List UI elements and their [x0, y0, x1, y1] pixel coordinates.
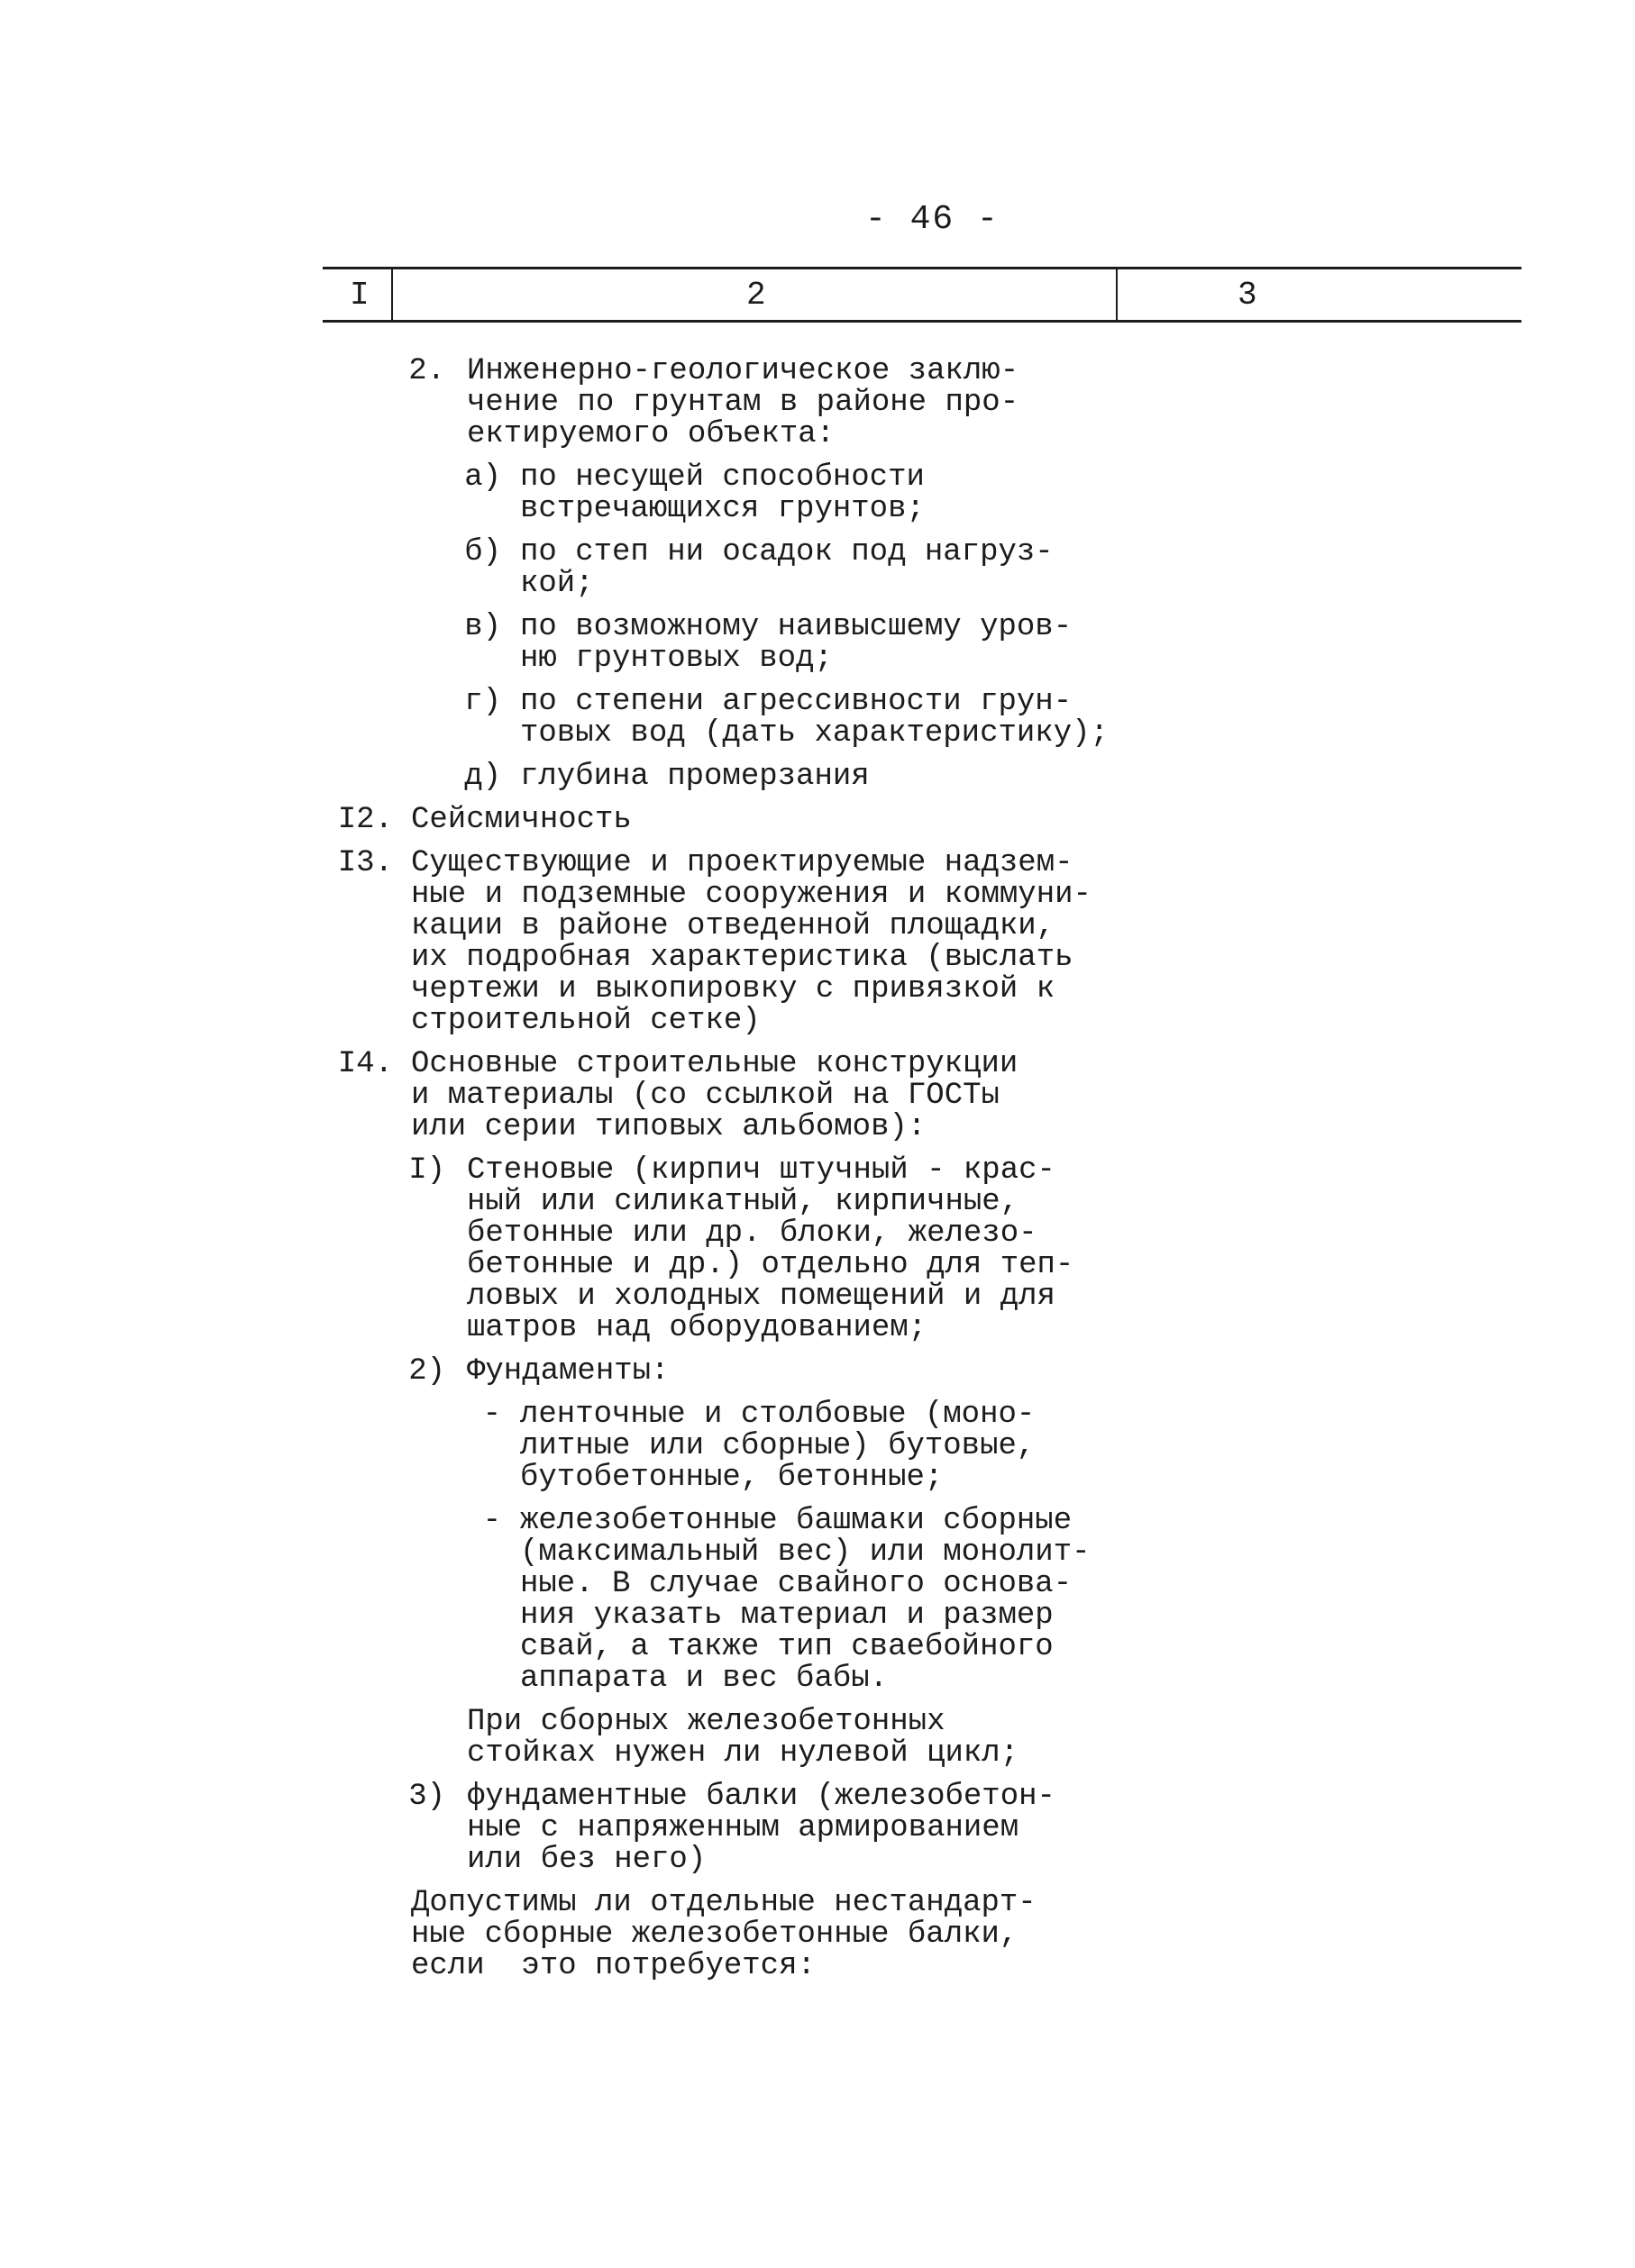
list-item	[0, 1888, 1635, 1982]
item-text: глубина промерзания	[520, 760, 870, 794]
table-header	[323, 267, 1521, 323]
item-number: -	[482, 1504, 501, 1538]
list-item	[0, 1356, 1635, 1388]
column-header-3: 3	[1238, 277, 1257, 314]
item-number: I3.	[337, 846, 393, 880]
column-header-1: I	[350, 277, 370, 314]
item-text: Инженерно-геологическое заклю- чение по грунтам в районе про- ектируемого объекта:	[467, 354, 1019, 451]
item-text: При сборных железобетонных стойках нужен ли нулевой цикл;	[467, 1705, 1019, 1771]
list-item	[0, 612, 1635, 675]
item-number: г)	[464, 685, 501, 719]
item-text: Стеновые (кирпич штучный - крас- ный или силикатный, кирпичные, бетонные или др. блоки, железо- бетонные и др.) отдельно для теп- ловых и холодных помещений и для шатров над оборудованием;	[467, 1153, 1074, 1345]
list-item	[0, 848, 1635, 1037]
item-number: б)	[464, 535, 501, 569]
item-number: -	[482, 1398, 501, 1432]
item-number: в)	[464, 610, 501, 644]
document-body	[0, 356, 1635, 1994]
column-header-2: 2	[746, 277, 766, 314]
list-item	[0, 805, 1635, 836]
item-number: а)	[464, 460, 501, 495]
list-item	[0, 1049, 1635, 1143]
list-item	[0, 462, 1635, 525]
item-text: Допустимы ли отдельные нестандарт- ные сборные железобетонные балки, если это потребуется:	[411, 1886, 1037, 1983]
item-number: 3)	[408, 1780, 445, 1814]
list-item	[0, 356, 1635, 451]
item-text: по степ ни осадок под нагруз- кой;	[520, 535, 1054, 601]
page-number: - 46 -	[865, 200, 1000, 239]
item-text: Существующие и проектируемые надзем- ные и подземные сооружения и коммуни- кации в районе отведенной площадки, их подробная характеристика (выслать чертежи и выкопировку с привязкой к строительной сетке)	[411, 846, 1092, 1038]
item-text: по степени агрессивности грун- товых вод (дать характеристику);	[520, 685, 1109, 751]
item-number: I4.	[337, 1047, 393, 1081]
list-item	[0, 1707, 1635, 1770]
item-text: по возможному наивысшему уров- ню грунтовых вод;	[520, 610, 1073, 676]
item-number: 2)	[408, 1354, 445, 1389]
item-number: I)	[408, 1153, 445, 1188]
column-divider	[1116, 269, 1118, 320]
item-text: ленточные и столбовые (моно- литные или сборные) бутовые, бутобетонные, бетонные;	[520, 1398, 1036, 1495]
item-text: фундаментные балки (железобетон- ные с напряженным армированием или без него)	[467, 1780, 1055, 1877]
list-item	[0, 1155, 1635, 1344]
item-text: Основные строительные конструкции и материалы (со ссылкой на ГОСТы или серии типовых альбомов):	[411, 1047, 1018, 1144]
list-item	[0, 687, 1635, 750]
item-number: д)	[464, 760, 501, 794]
list-item	[0, 537, 1635, 600]
item-text: Фундаменты:	[467, 1354, 670, 1389]
item-text: Сейсмичность	[411, 803, 632, 837]
column-divider	[391, 269, 393, 320]
item-number: I2.	[337, 803, 393, 837]
list-item	[0, 1399, 1635, 1494]
item-text: железобетонные башмаки сборные (максимальный вес) или монолит- ные. В случае свайного основа- ния указать материал и размер свай, а также тип сваебойного аппарата и вес бабы.	[520, 1504, 1091, 1696]
list-item	[0, 1506, 1635, 1695]
item-text: по несущей способности встречающихся грунтов;	[520, 460, 925, 526]
list-item	[0, 761, 1635, 793]
item-number: 2.	[408, 354, 445, 388]
list-item	[0, 1781, 1635, 1876]
